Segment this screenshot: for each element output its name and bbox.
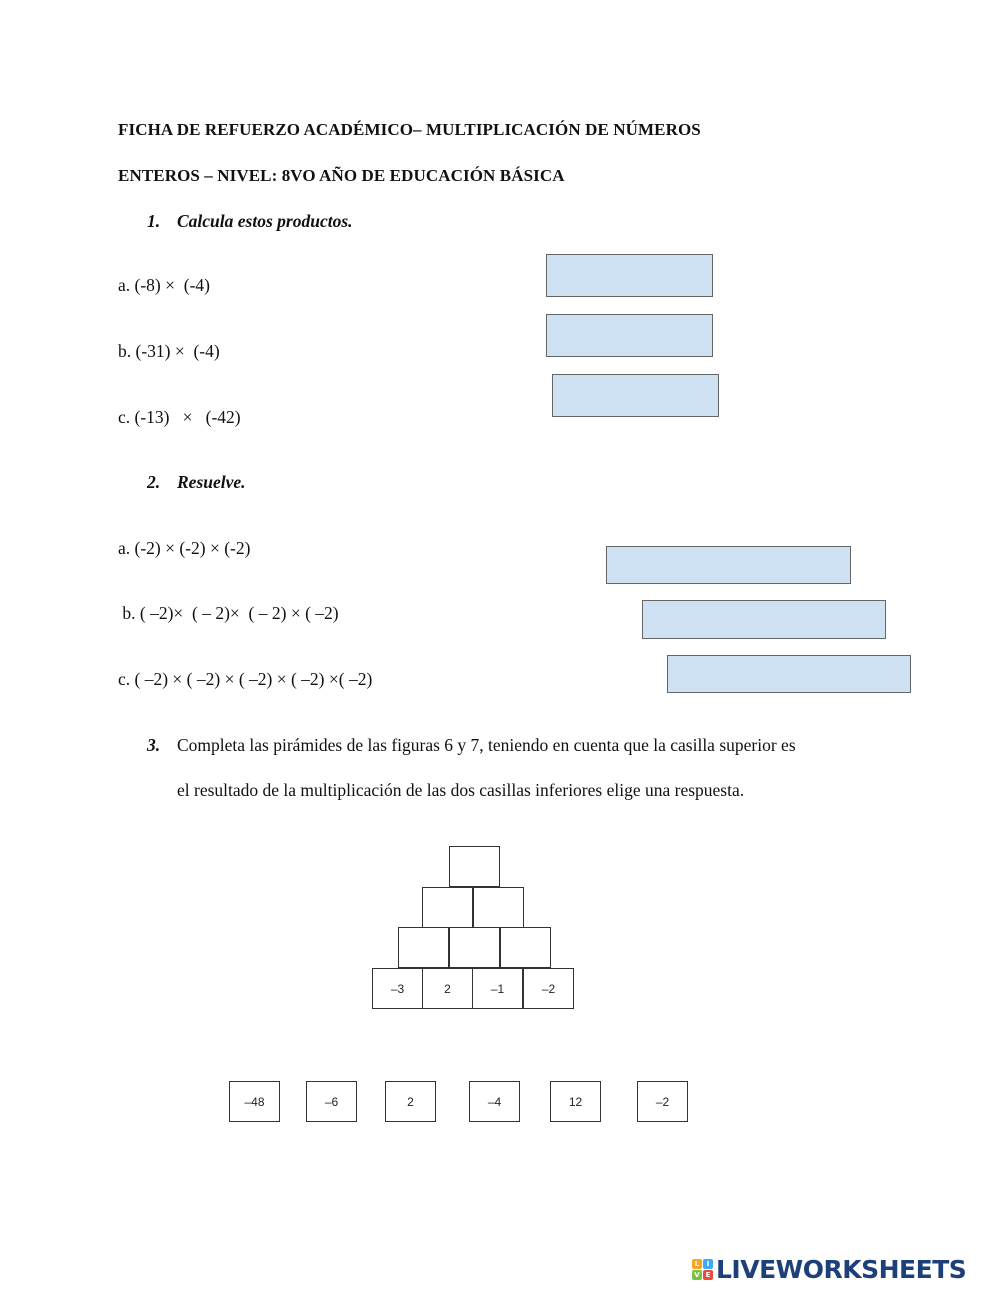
option-chip[interactable]: –4	[469, 1081, 520, 1122]
option-chip[interactable]: –48	[229, 1081, 280, 1122]
question-1-number: 1.	[147, 211, 161, 231]
question-2-item-b: b. ( –2)× ( – 2)× ( – 2) × ( –2)	[118, 603, 339, 623]
option-chip[interactable]: 12	[550, 1081, 601, 1122]
pyramid-cell-row3-1[interactable]	[398, 927, 449, 968]
logo-icon-tile: I	[703, 1259, 713, 1269]
pyramid-base-cell-2: 2	[422, 968, 473, 1009]
liveworksheets-logo-icon	[692, 1259, 713, 1280]
question-2-title: Resuelve.	[177, 472, 246, 492]
pyramid-cell-top[interactable]	[449, 846, 500, 887]
pyramid-cell-row3-3[interactable]	[500, 927, 551, 968]
pyramid-cell-row2-1[interactable]	[422, 887, 473, 928]
question-1-title: Calcula estos productos.	[177, 211, 353, 231]
question-1-item-c: c. (-13) × (-42)	[118, 407, 241, 427]
pyramid-cell-row3-2[interactable]	[449, 927, 500, 968]
question-3-text-1: Completa las pirámides de las figuras 6 y 7, teniendo en cuenta que la casilla superior es	[177, 735, 796, 755]
answer-box-1c[interactable]	[552, 374, 719, 417]
pyramid-base-cell-1: –3	[372, 968, 423, 1009]
answer-box-2b[interactable]	[642, 600, 886, 639]
question-3-line-1	[147, 735, 796, 756]
question-1-item-a: a. (-8) × (-4)	[118, 275, 210, 295]
question-1-heading	[147, 211, 353, 232]
question-2-number: 2.	[147, 472, 161, 492]
question-2-heading	[147, 472, 246, 493]
option-chip[interactable]: 2	[385, 1081, 436, 1122]
question-2-item-a: a. (-2) × (-2) × (-2)	[118, 538, 251, 558]
worksheet-title-line-2: ENTEROS – NIVEL: 8VO AÑO DE EDUCACIÓN BÁSICA	[118, 166, 565, 185]
answer-box-2a[interactable]	[606, 546, 851, 584]
question-3-number: 3.	[147, 735, 161, 755]
logo-icon-tile: E	[703, 1270, 713, 1280]
question-2-item-c: c. ( –2) × ( –2) × ( –2) × ( –2) ×( –2)	[118, 669, 373, 689]
liveworksheets-logo	[692, 1254, 966, 1284]
worksheet-title-line-1: FICHA DE REFUERZO ACADÉMICO– MULTIPLICACIÓN DE NÚMEROS	[118, 120, 701, 139]
option-chip[interactable]: –2	[637, 1081, 688, 1122]
logo-icon-tile: V	[692, 1270, 702, 1280]
answer-box-1a[interactable]	[546, 254, 713, 297]
answer-box-2c[interactable]	[667, 655, 911, 693]
pyramid-base-cell-3: –1	[472, 968, 523, 1009]
question-1-item-b: b. (-31) × (-4)	[118, 341, 220, 361]
pyramid-cell-row2-2[interactable]	[473, 887, 524, 928]
logo-icon-tile: L	[692, 1259, 702, 1269]
question-3-line-2: el resultado de la multiplicación de las dos casillas inferiores elige una respuesta.	[177, 780, 745, 800]
liveworksheets-logo-text: LIVEWORKSHEETS	[716, 1254, 967, 1284]
option-chip[interactable]: –6	[306, 1081, 357, 1122]
pyramid-base-cell-4: –2	[523, 968, 574, 1009]
answer-box-1b[interactable]	[546, 314, 713, 357]
